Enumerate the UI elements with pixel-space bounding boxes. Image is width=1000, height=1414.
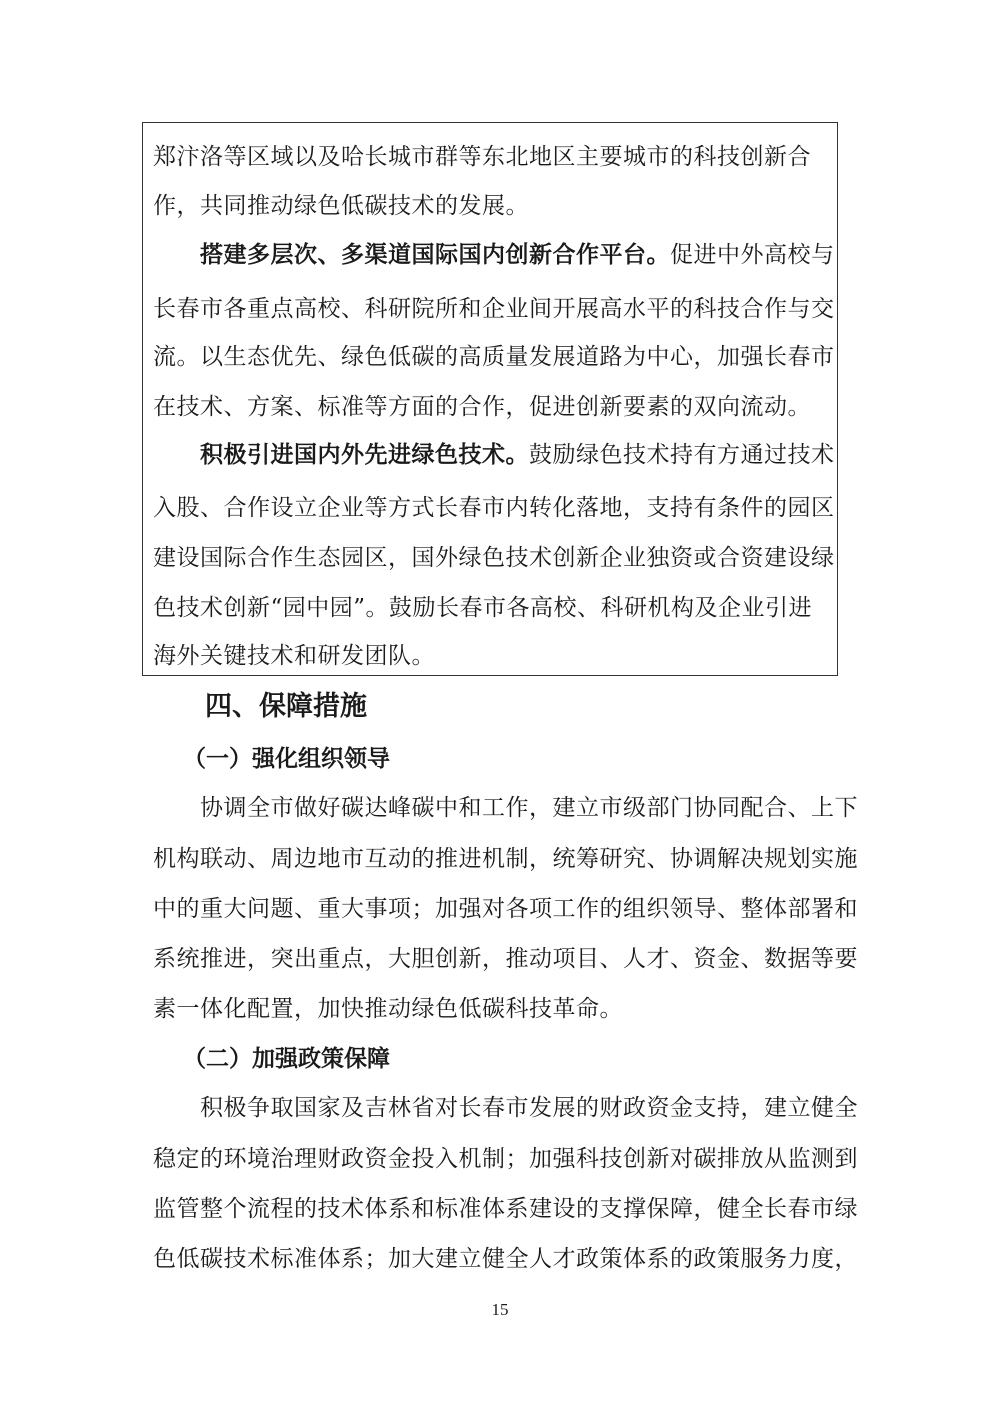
paragraph-line: 中的重大问题、重大事项；加强对各项工作的组织领导、整体部署和: [153, 896, 858, 922]
section-heading: 四、保障措施: [205, 691, 367, 722]
bold-lead: 搭建多层次、多渠道国际国内创新合作平台。: [200, 241, 670, 268]
box-line-2: 作，共同推动绿色低碳技术的发展。: [153, 193, 529, 219]
bold-lead: 积极引进国内外先进绿色技术。: [200, 441, 529, 468]
box-line-6: 在技术、方案、标准等方面的合作，促进创新要素的双向流动。: [153, 394, 811, 420]
box-line-10: 色技术创新“园中园”。鼓励长春市各高校、科研机构及企业引进: [153, 595, 813, 621]
paragraph-line: 协调全市做好碳达峰碳中和工作，建立市级部门协同配合、上下: [200, 795, 858, 821]
paragraph-line: 素一体化配置，加快推动绿色低碳科技革命。: [153, 996, 623, 1022]
paragraph-line: 机构联动、周边地市互动的推进机制，统筹研究、协调解决规划实施: [153, 846, 858, 872]
box-line-8: 入股、合作设立企业等方式长春市内转化落地，支持有条件的园区: [153, 495, 835, 521]
paragraph-line: 稳定的环境治理财政资金投入机制；加强科技创新对碳排放从监测到: [153, 1146, 858, 1172]
paragraph-line: 积极争取国家及吉林省对长春市发展的财政资金支持，建立健全: [200, 1095, 858, 1121]
box-line-4: 长春市各重点高校、科研院所和企业间开展高水平的科技合作与交: [153, 296, 835, 322]
box-line-11: 海外关键技术和研发团队。: [153, 643, 435, 669]
paragraph-line: 色低碳技术标准体系；加大建立健全人才政策体系的政策服务力度，: [153, 1246, 858, 1272]
subsection-heading-1: （一）强化组织领导: [183, 745, 390, 772]
box-line-5: 流。以生态优先、绿色低碳的高质量发展道路为中心，加强长春市: [153, 344, 835, 370]
box-line-1: 郑汴洛等区域以及哈长城市群等东北地区主要城市的科技创新合: [153, 144, 811, 170]
box-line-9: 建设国际合作生态园区，国外绿色技术创新企业独资或合资建设绿: [153, 545, 835, 571]
box-line-7: 积极引进国内外先进绿色技术。鼓励绿色技术持有方通过技术: [200, 441, 835, 468]
page-number: 15: [491, 1300, 509, 1319]
paragraph-line: 系统推进，突出重点，大胆创新，推动项目、人才、资金、数据等要: [153, 946, 858, 972]
subsection-heading-2: （二）加强政策保障: [183, 1045, 390, 1072]
paragraph-line: 监管整个流程的技术体系和标准体系建设的支撑保障，健全长春市绿: [153, 1196, 858, 1222]
box-line-3: 搭建多层次、多渠道国际国内创新合作平台。促进中外高校与: [200, 241, 835, 268]
